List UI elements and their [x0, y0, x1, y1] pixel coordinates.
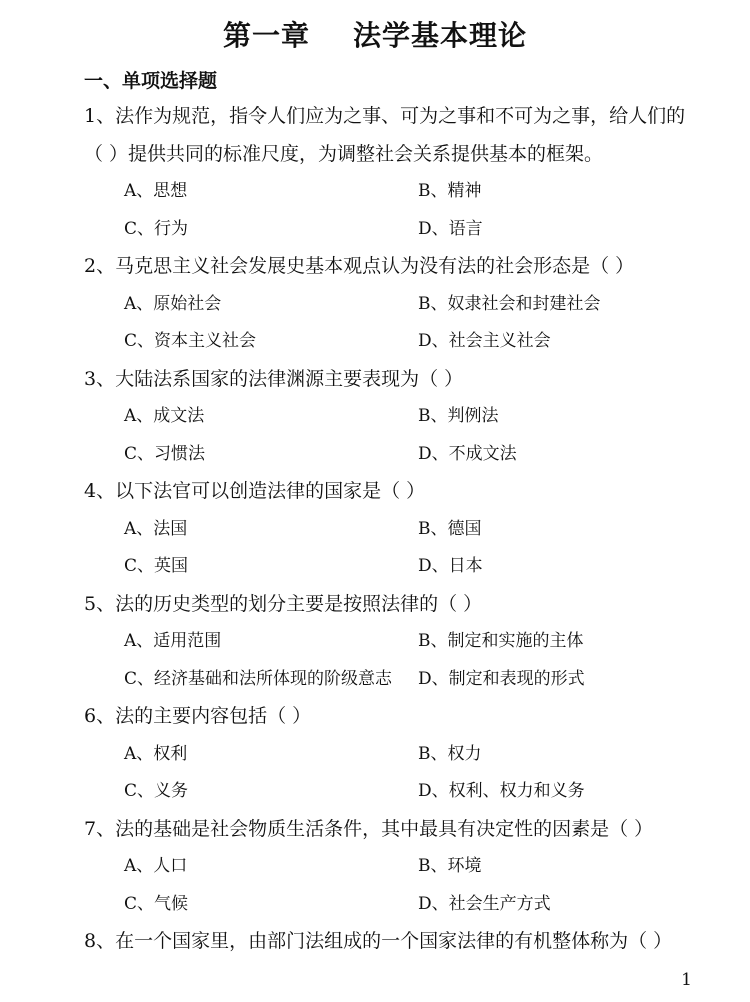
option-b: B、判例法: [418, 406, 499, 426]
option-d: D、日本: [418, 556, 483, 576]
option-d: D、不成文法: [418, 443, 517, 464]
option-d: D、语言: [418, 218, 483, 239]
option-d: D、社会主义社会: [418, 331, 551, 351]
question-text: 2、马克思主义社会发展史基本观点认为没有法的社会形态是（ ）: [84, 255, 635, 277]
option-a: A、法国: [124, 518, 188, 539]
question-6: [84, 698, 704, 811]
question-text: 3、大陆法系国家的法律渊源主要表现为（ ）: [84, 367, 464, 390]
option-c: C、行为: [124, 218, 189, 239]
option-b: B、环境: [418, 856, 482, 876]
question-7: [84, 811, 704, 924]
option-b: B、制定和实施的主体: [418, 631, 584, 651]
option-b: B、奴隶社会和封建社会: [418, 293, 601, 314]
option-b: B、德国: [418, 518, 482, 539]
question-1: [84, 98, 704, 248]
option-b: B、精神: [418, 181, 482, 201]
option-grid: [84, 511, 704, 586]
option-grid: [84, 286, 704, 361]
question-4: [84, 473, 704, 586]
option-grid: [84, 736, 704, 811]
option-a: A、适用范围: [124, 631, 222, 651]
question-5: [84, 586, 704, 699]
option-a: A、权利: [124, 743, 188, 764]
question-2: [84, 248, 704, 361]
question-text: 5、法的历史类型的划分主要是按照法律的（ ）: [84, 592, 483, 615]
question-text: 7、法的基础是社会物质生活条件，其中最具有决定性的因素是（ ）: [84, 817, 654, 840]
option-grid: [84, 848, 704, 923]
option-a: A、原始社会: [124, 293, 222, 314]
option-grid: [84, 398, 704, 473]
question-text: 8、在一个国家里，由部门法组成的一个国家法律的有机整体称为（ ）: [84, 930, 673, 952]
option-d: D、社会生产方式: [418, 893, 551, 914]
option-c: C、英国: [124, 556, 189, 576]
page-number: 1: [681, 970, 692, 990]
question-8: [84, 923, 704, 961]
question-text: 4、以下法官可以创造法律的国家是（ ）: [84, 480, 426, 502]
question-text: 6、法的主要内容包括（ ）: [84, 705, 312, 727]
question-list: [84, 98, 704, 961]
section-heading: 一、单项选择题: [84, 70, 218, 92]
option-b: B、权力: [418, 743, 482, 764]
option-c: C、义务: [124, 781, 189, 801]
option-grid: [84, 173, 704, 248]
option-c: C、习惯法: [124, 443, 206, 464]
option-a: A、人口: [124, 856, 188, 876]
question-3: [84, 361, 704, 474]
chapter-title: 第一章 法学基本理论: [223, 19, 527, 52]
option-d: D、权利、权力和义务: [418, 781, 585, 801]
question-text: 1、法作为规范，指令人们应为之事、可为之事和不可为之事，给人们的（ ）提供共同的标准尺度，为调整社会关系提供基本的框架。: [84, 105, 686, 165]
option-c: C、经济基础和法所体现的阶级意志: [124, 668, 393, 689]
option-c: C、资本主义社会: [124, 331, 257, 351]
option-a: A、思想: [124, 181, 188, 201]
option-grid: [84, 623, 704, 698]
option-d: D、制定和表现的形式: [418, 668, 585, 689]
option-a: A、成文法: [124, 406, 205, 426]
option-c: C、气候: [124, 893, 189, 914]
